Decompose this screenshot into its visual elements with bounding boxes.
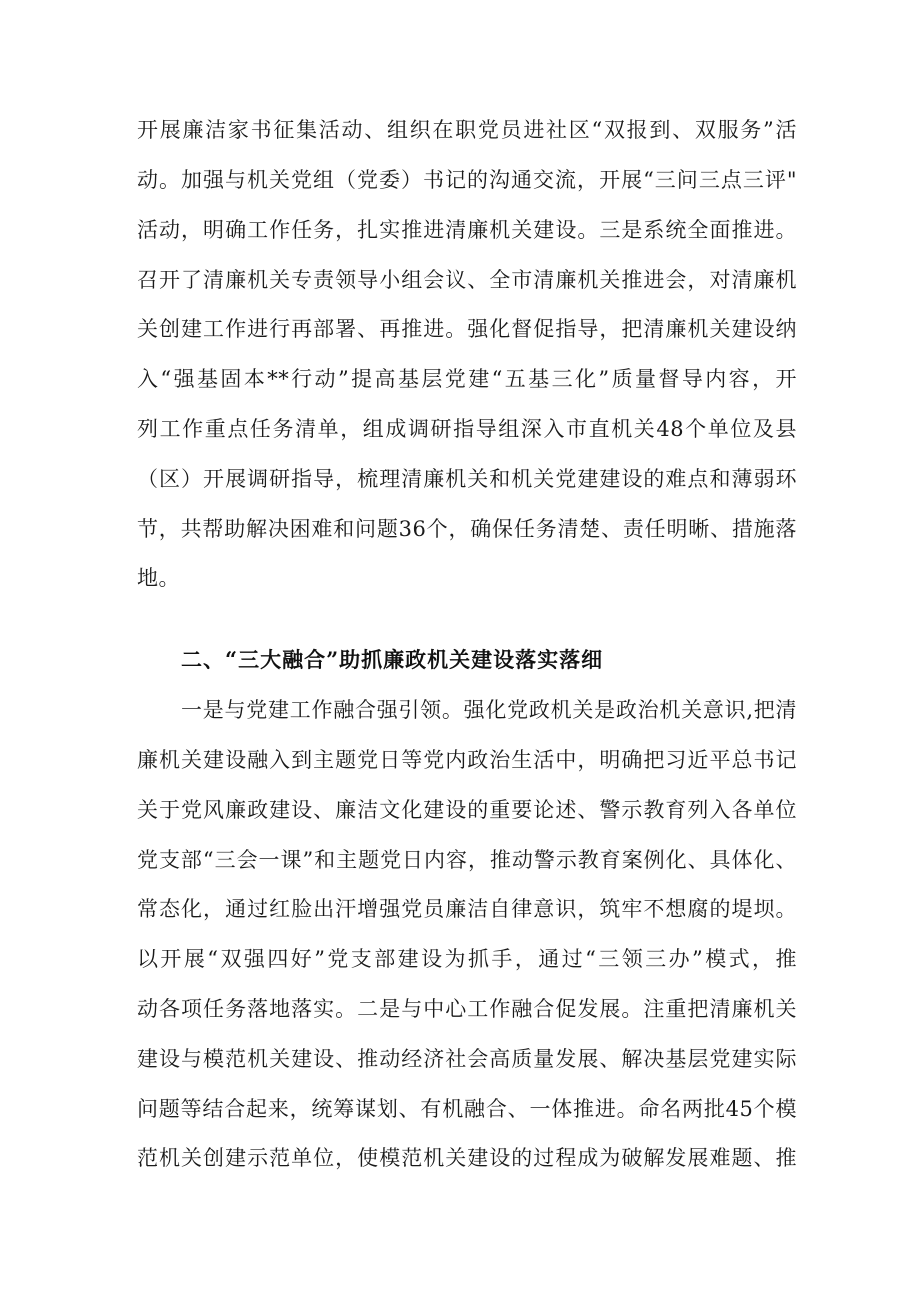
paragraph-line: 节，共帮助解决困难和问题36个，确保任务清楚、责任明晰、措施落 (137, 517, 797, 541)
paragraph-line: 常态化，通过红脸出汗增强党员廉洁自律意识，筑牢不想腐的堤坝。 (137, 897, 797, 921)
paragraph-line: 召开了清廉机关专责领导小组会议、全市清廉机关推进会，对清廉机 (137, 268, 797, 292)
paragraph-line: 关于党风廉政建设、廉洁文化建设的重要论述、警示教育列入各单位 (137, 798, 797, 822)
section-heading: 二、“三大融合”助抓廉政机关建设落实落细 (181, 647, 604, 672)
paragraph-line: 廉机关建设融入到主题党日等党内政治生活中，明确把习近平总书记 (137, 748, 797, 772)
paragraph-line: 问题等结合起来，统筹谋划、有机融合、一体推进。命名两批45个模 (137, 1097, 797, 1121)
paragraph-line: 开展廉洁家书征集活动、组织在职党员进社区“双报到、双服务”活 (137, 118, 797, 142)
paragraph-line: 地。 (137, 566, 180, 590)
paragraph-line: 动各项任务落地落实。二是与中心工作融合促发展。注重把清廉机关 (137, 997, 797, 1021)
paragraph-line: 建设与模范机关建设、推动经济社会高质量发展、解决基层党建实际 (137, 1047, 797, 1071)
paragraph-line: 动。加强与机关党组（党委）书记的沟通交流，开展“三问三点三评" (137, 168, 797, 192)
paragraph-line: 列工作重点任务清单，组成调研指导组深入市直机关48个单位及县 (137, 417, 797, 441)
paragraph-line: 党支部“三会一课”和主题党日内容，推动警示教育案例化、具体化、 (137, 848, 797, 872)
paragraph-line: （区）开展调研指导，梳理清廉机关和机关党建建设的难点和薄弱环 (137, 467, 797, 491)
paragraph-line: 关创建工作进行再部署、再推进。强化督促指导，把清廉机关建设纳 (137, 317, 797, 341)
paragraph-line: 入“强基固本**行动”提高基层党建“五基三化”质量督导内容，开 (137, 367, 797, 391)
paragraph-line: 一是与党建工作融合强引领。强化党政机关是政治机关意识,把清 (181, 698, 797, 722)
paragraph-line: 范机关创建示范单位，使模范机关建设的过程成为破解发展难题、推 (137, 1146, 797, 1170)
paragraph-line: 以开展“双强四好”党支部建设为抓手，通过“三领三办”模式，推 (137, 947, 797, 971)
paragraph-line: 活动，明确工作任务，扎实推进清廉机关建设。三是系统全面推进。 (137, 218, 797, 242)
